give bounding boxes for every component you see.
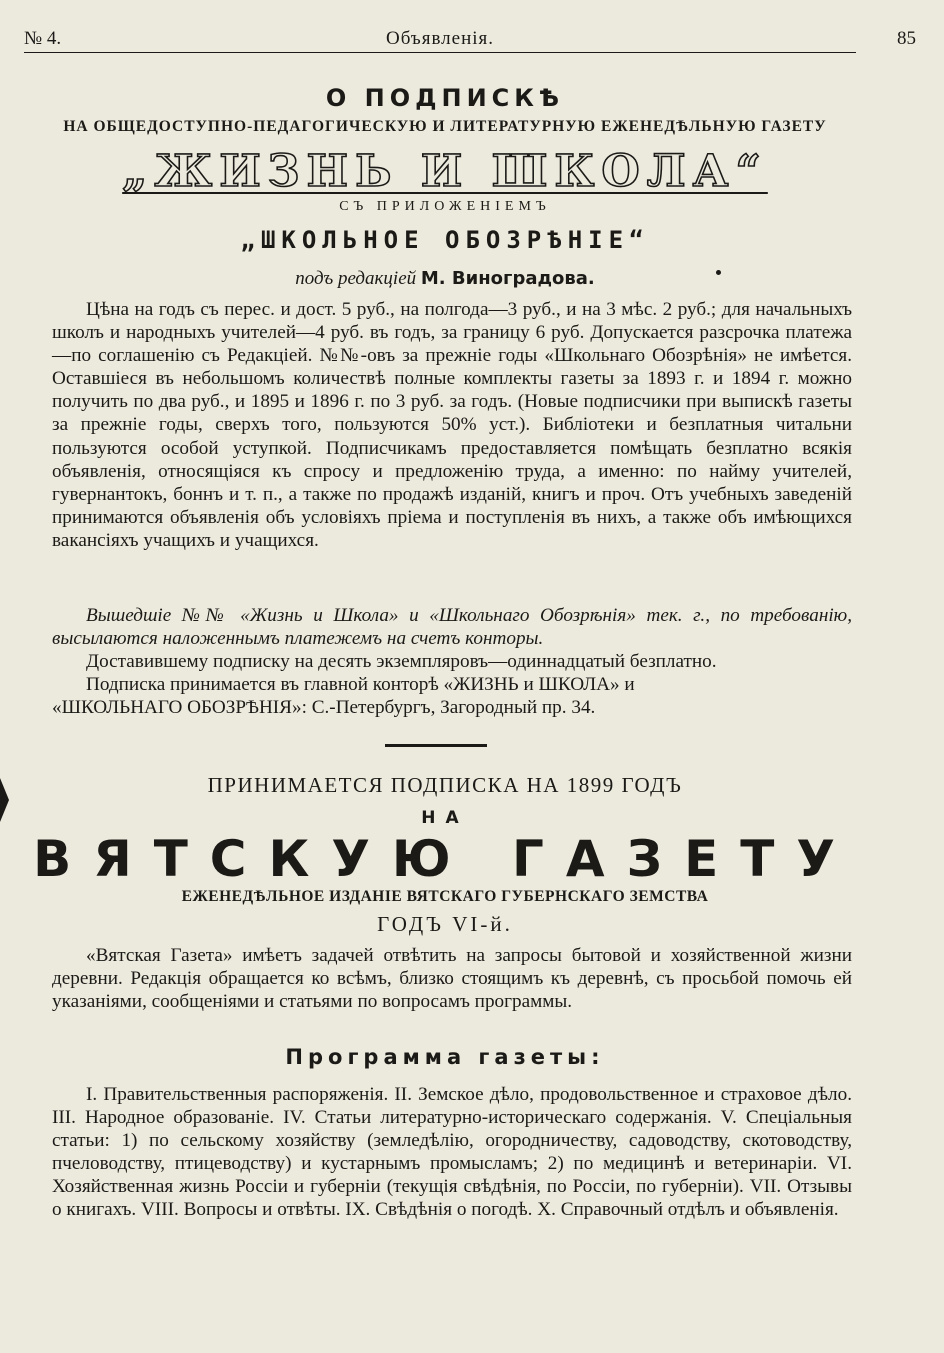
page-edge-mark <box>0 778 9 822</box>
ad1-supplement-name: „ШКОЛЬНОЕ ОБОЗРѢНІЕ“ <box>240 226 650 254</box>
ad1-paper-name: „ЖИЗНЬ И ШКОЛА“ <box>122 146 768 197</box>
ad2-announce: ПРИНИМАЕТСЯ ПОДПИСКА НА 1899 ГОДЪ <box>207 773 683 797</box>
ad2-publisher: ЕЖЕНЕДѢЛЬНОЕ ИЗДАНІЕ ВЯТСКАГО ГУБЕРНСКАГО ЗЕМСТВА <box>181 888 709 905</box>
ad1-editor-line <box>30 268 860 290</box>
ad1-editor-name: М. Виноградова. <box>420 268 595 289</box>
print-speck <box>716 270 721 275</box>
issue-number: № 4. <box>24 28 62 49</box>
ad1-issues-note: Вышедшіе №№ «Жизнь и Школа» и «Школьнаго Обозрѣнія» тек. г., по требованію, высылаются наложеннымъ платежемъ на счетъ конторы. <box>52 605 852 650</box>
ad2-intro-paragraph: «Вятская Газета» имѣетъ задачей отвѣтить на запросы бытовой и хозяйственной жизни деревни. Редакція обращается ко всѣмъ, близко стоящимъ къ деревнѣ, съ просьбой помочь ей указаніями, сообщеніями и статьями по вопросамъ программы. <box>52 945 852 1013</box>
ad2-program-heading: Программа газеты: <box>285 1045 605 1069</box>
ad1-bonus-note: Доставившему подписку на десять экземпляровъ—одиннадцатый безплатно. <box>86 651 717 672</box>
ad2-year: ГОДЪ VI-й. <box>377 912 513 936</box>
ad1-body-paragraph: Цѣна на годъ съ перес. и дост. 5 руб., на полгода—3 руб., и на 3 мѣс. 2 руб.; для начальныхъ школъ и народныхъ учителей—4 руб. въ годъ, за границу 6 руб. Допускается разсрочка платежа—по соглашенію съ Редакціей. №№-овъ за прежніе годы «Школьнаго Обозрѣнія» не имѣется. Оставшіеся въ небольшомъ количествѣ полные комплекты газеты за 1893 г. и 1894 г. можно получить по два руб., и 1895 и 1896 г. по 3 руб. за годъ. (Новые подписчики при выпискѣ газеты за прежніе годы, сверхъ того, пользуются 50% уст.). Библіотеки и безплатныя читальни пользуются особой уступкой. Подписчикамъ предоставляется помѣщать безплатно всякія объявленія, относящіяся къ спросу и предложенію труда, а именно: по найму учителей, гувернантокъ, боннъ и т. п., а также по продажѣ изданій, книгъ и проч. Отъ учебныхъ заведеній принимаются объявленія объ условіяхъ пріема и поступленія въ нихъ, а также объ имѣющихся вакансіяхъ учащихъ и учащихся. <box>52 299 852 551</box>
ad1-subtitle: НА ОБЩЕДОСТУПНО-ПЕДАГОГИЧЕСКУЮ И ЛИТЕРАТУРНУЮ ЕЖЕНЕДѢЛЬНУЮ ГАЗЕТУ <box>63 118 827 135</box>
ad1-office-note <box>52 673 852 719</box>
section-title: Объявленія. <box>385 28 495 49</box>
ad2-paper-name: ВЯТСКУЮ ГАЗЕТУ <box>33 830 857 888</box>
ad1-office-line: Подписка принимается въ главной конторѣ «ЖИЗНЬ и ШКОЛА» и <box>86 674 635 695</box>
page-number: 85 <box>897 28 916 49</box>
ad1-title: О ПОДПИСКѢ <box>325 84 565 112</box>
ad2-preposition: НА <box>421 808 469 828</box>
ad1-editor-prefix: подъ редакціей <box>295 268 417 289</box>
running-header <box>24 26 916 52</box>
ad1-supplement-prefix: СЪ ПРИЛОЖЕНІЕМЪ <box>339 199 551 214</box>
ad1-office-address: «ШКОЛЬНАГО ОБОЗРѢНІЯ»: С.-Петербургъ, Загородный пр. 34. <box>52 697 596 719</box>
section-divider <box>385 744 487 747</box>
header-rule <box>24 52 856 53</box>
ad2-program-paragraph: I. Правительственныя распоряженія. II. Земское дѣло, продовольственное и страховое дѣло. III. Народное образованіе. IV. Статьи литературно-историческаго содержанія. V. Спеціальныя статьи: 1) по сельскому хозяйству (земледѣлію, огородничеству, садоводству, скотоводству, пчеловодству, птицеводству) и кустарнымъ промысламъ; 2) по медицинѣ и ветеринаріи. VI. Хозяйственная жизнь Россіи и губерніи (текущія свѣдѣнія, по Россіи, по губерніи). VII. Отзывы о книгахъ. VIII. Вопросы и отвѣты. IX. Свѣдѣнія о погодѣ. X. Справочный отдѣлъ и объявленія. <box>52 1084 852 1221</box>
